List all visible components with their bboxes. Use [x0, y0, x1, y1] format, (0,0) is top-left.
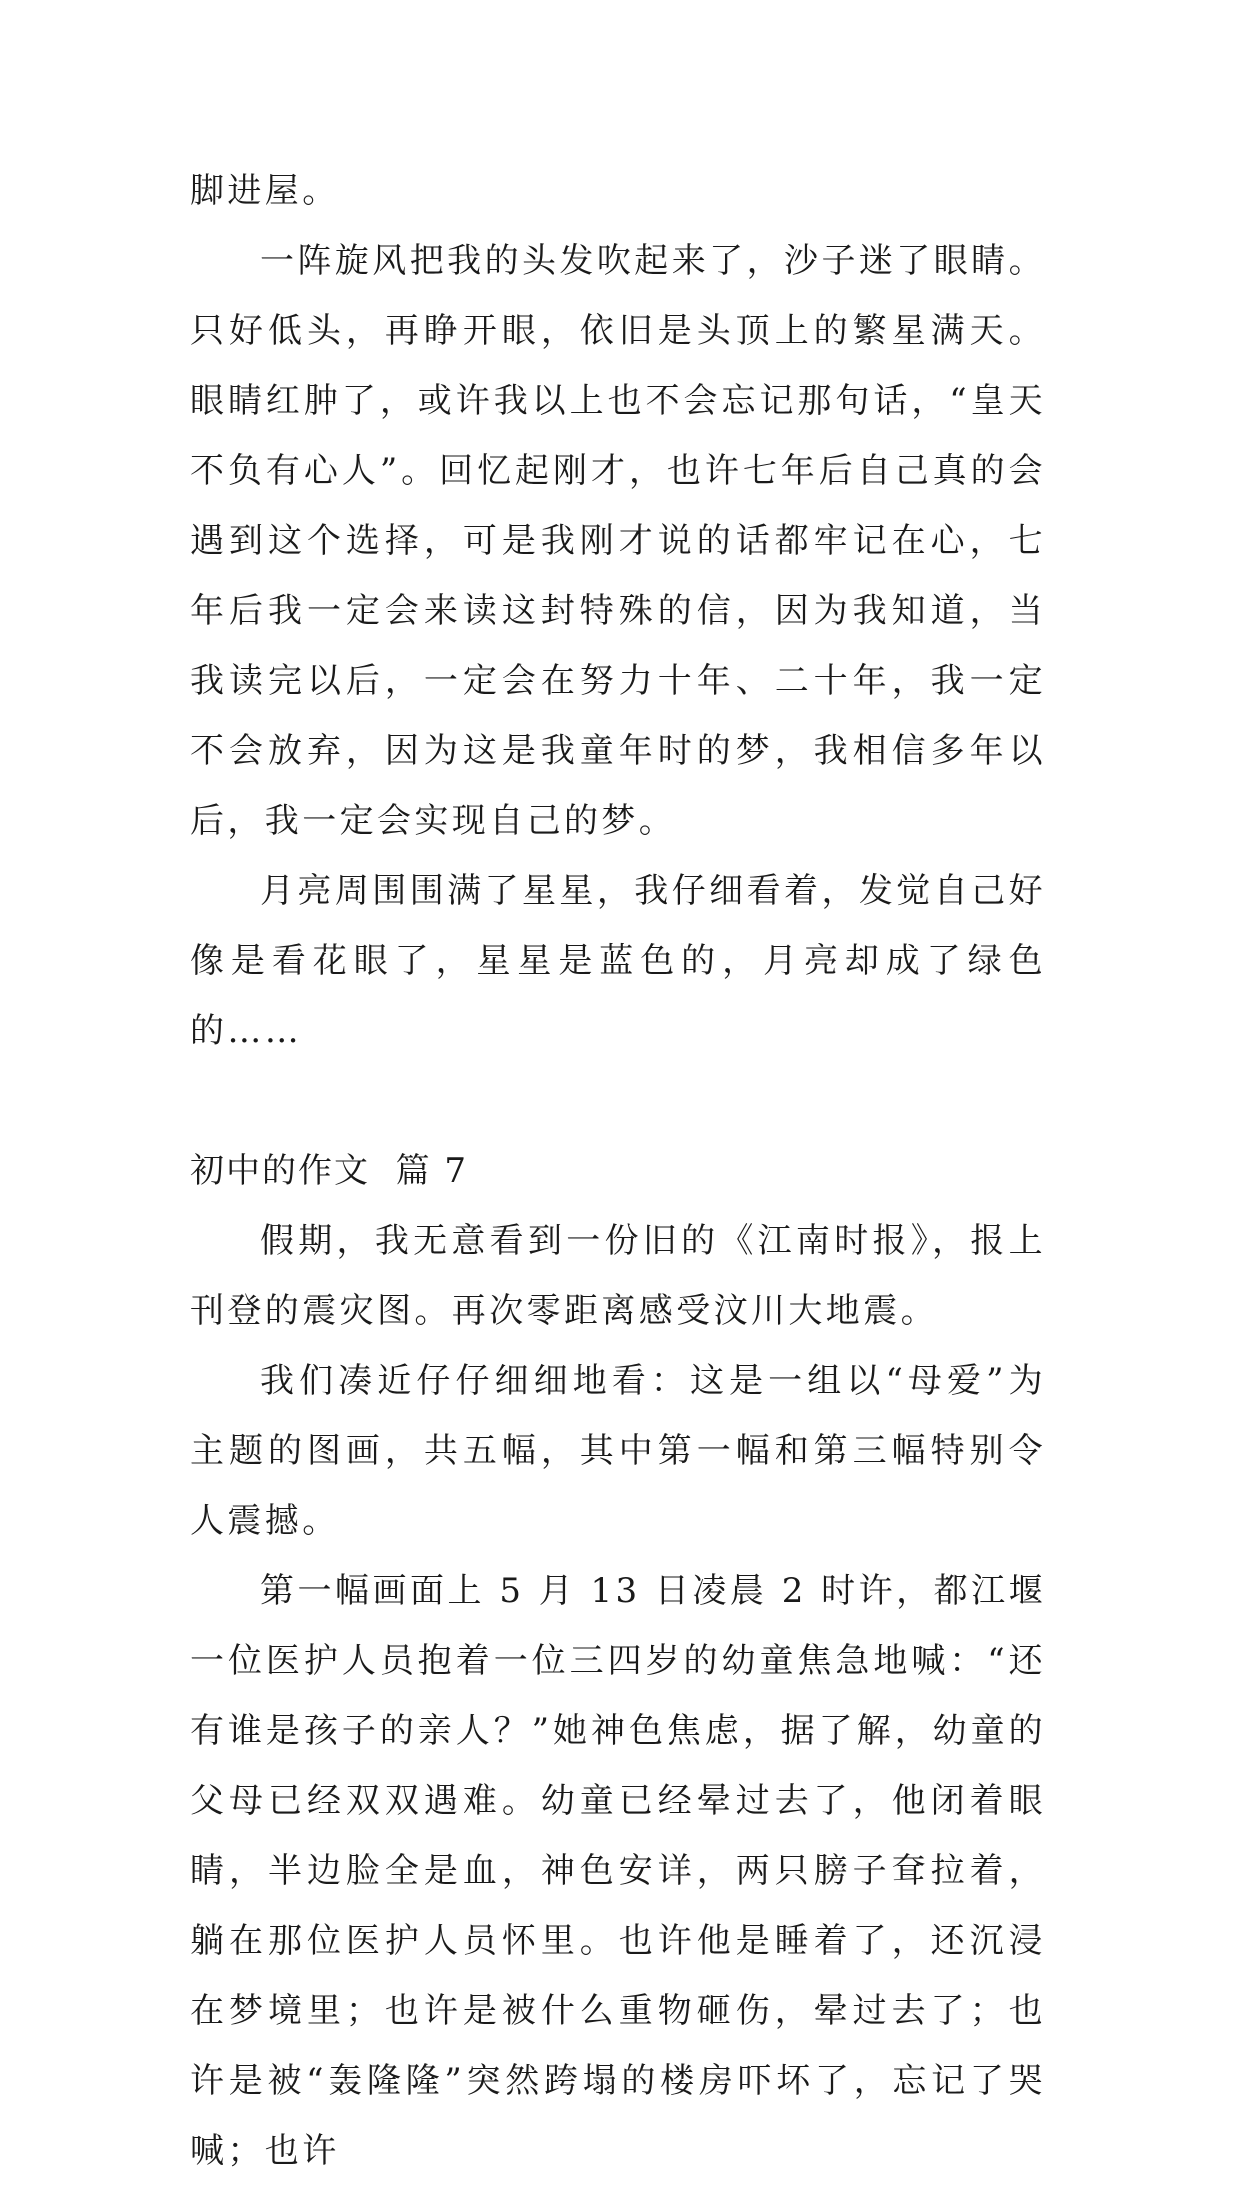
paragraph: 一阵旋风把我的头发吹起来了，沙子迷了眼睛。只好低头，再睁开眼，依旧是头顶上的繁星满天。眼睛红肿了，或许我以上也不会忘记那句话，“皇天不负有心人”。回忆起刚才，也许七年后自己真的会遇到这个选择，可是我刚才说的话都牢记在心，七年后我一定会来读这封特殊的信，因为我知道，当我读完以后，一定会在努力十年、二十年，我一定不会放弃，因为这是我童年时的梦，我相信多年以后，我一定会实现自己的梦。: [190, 241, 1046, 841]
paragraph: 我们凑近仔仔细细地看：这是一组以“母爱”为主题的图画，共五幅，其中第一幅和第三幅特别令人震撼。: [190, 1361, 1046, 1541]
paragraph: 脚进屋。: [190, 171, 340, 211]
document-page: [190, 156, 1046, 2186]
paragraph: 第一幅画面上 5 月 13 日凌晨 2 时许，都江堰一位医护人员抱着一位三四岁的幼童焦急地喊：“还有谁是孩子的亲人？”她神色焦虑，据了解，幼童的父母已经双双遇难。幼童已经晕过去了，他闭着眼睛，半边脸全是血，神色安详，两只膀子耷拉着，躺在那位医护人员怀里。也许他是睡着了，还沉浸在梦境里；也许是被什么重物砸伤，晕过去了；也许是被“轰隆隆”突然跨塌的楼房吓坏了，忘记了哭喊；也许: [190, 1571, 1046, 2171]
paragraph: 假期，我无意看到一份旧的《江南时报》，报上刊登的震灾图。再次零距离感受汶川大地震。: [190, 1221, 1046, 1331]
paragraph: 月亮周围围满了星星，我仔细看着，发觉自己好像是看花眼了，星星是蓝色的，月亮却成了绿色的……: [190, 871, 1046, 1051]
section-heading: 初中的作文 篇 7: [190, 1151, 469, 1191]
